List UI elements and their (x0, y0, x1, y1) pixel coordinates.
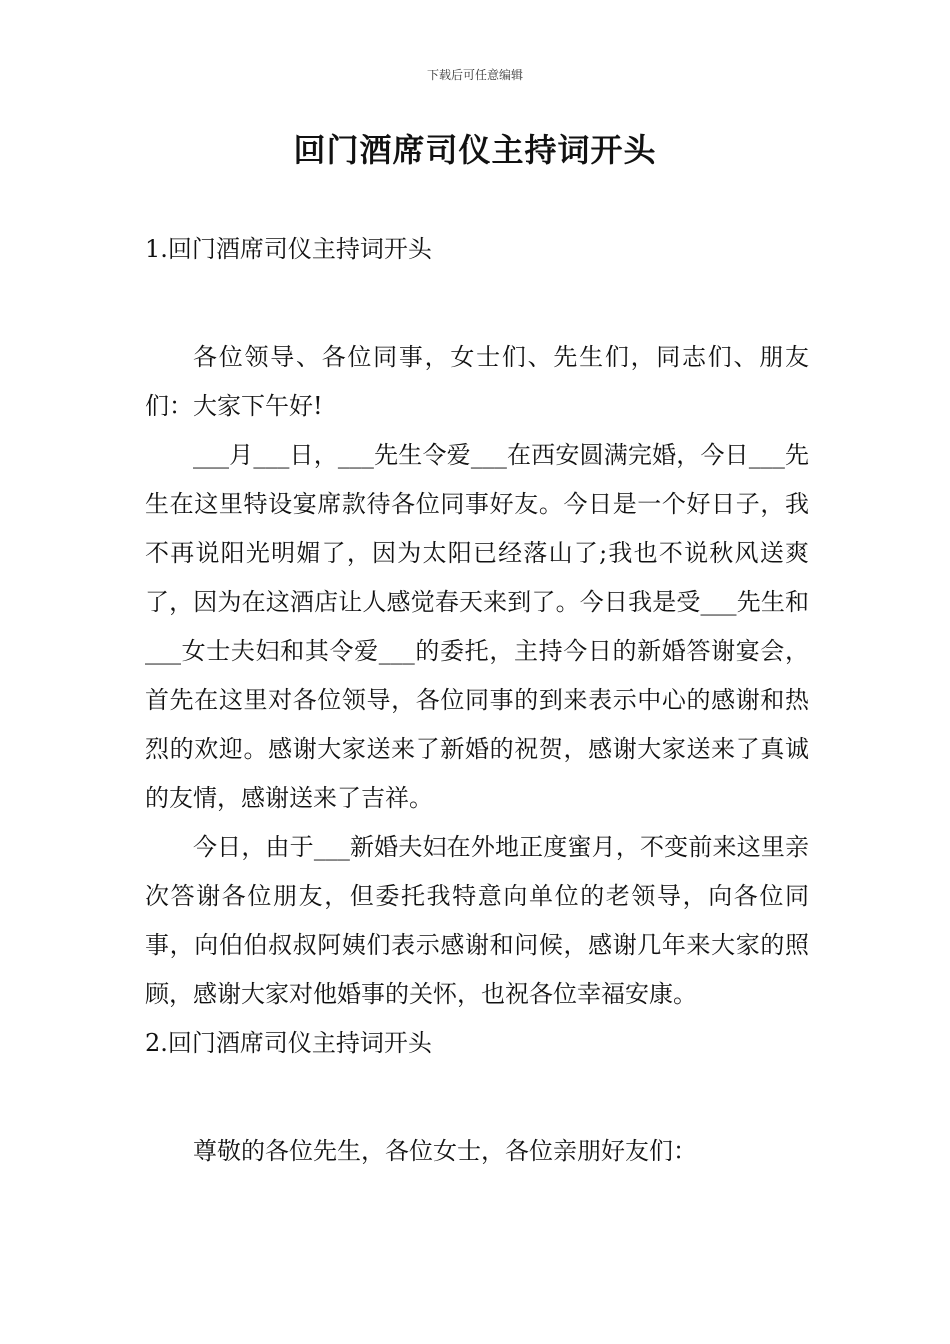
section-1-paragraph-2: ___月___日，___先生令爱___在西安圆满完婚，今日___先生在这里特设宴席款待各位同事好友。今日是一个好日子，我不再说阳光明媚了，因为太阳已经落山了;我也不说秋风送爽了，因为在这酒店让人感觉春天来到了。今日我是受___先生和___女士夫妇和其令爱___的委托，主持今日的新婚答谢宴会，首先在这里对各位领导，各位同事的到来表示中心的感谢和热烈的欢迎。感谢大家送来了新婚的祝贺，感谢大家送来了真诚的友情，感谢送来了吉祥。 (145, 441, 809, 812)
document-title: 回门酒席司仪主持词开头 (293, 131, 657, 169)
section-1-paragraph-3: 今日，由于___新婚夫妇在外地正度蜜月，不变前来这里亲次答谢各位朋友，但委托我特意向单位的老领导，向各位同事，向伯伯叔叔阿姨们表示感谢和问候，感谢几年来大家的照顾，感谢大家对他婚事的关怀，也祝各位幸福安康。 (145, 833, 809, 1008)
section-2-paragraph-1: 尊敬的各位先生，各位女士，各位亲朋好友们： (193, 1137, 697, 1165)
section-1-paragraph-1: 各位领导、各位同事，女士们、先生们，同志们、朋友们：大家下午好! (145, 343, 809, 420)
section-2-spacer (145, 1068, 809, 1127)
section-1-heading: 1.回门酒席司仪主持词开头 (145, 235, 432, 263)
document-body (145, 225, 809, 1176)
section-1-spacer (145, 274, 809, 333)
section-2-heading: 2.回门酒席司仪主持词开头 (145, 1029, 432, 1057)
header-note: 下载后可任意编辑 (426, 68, 523, 82)
